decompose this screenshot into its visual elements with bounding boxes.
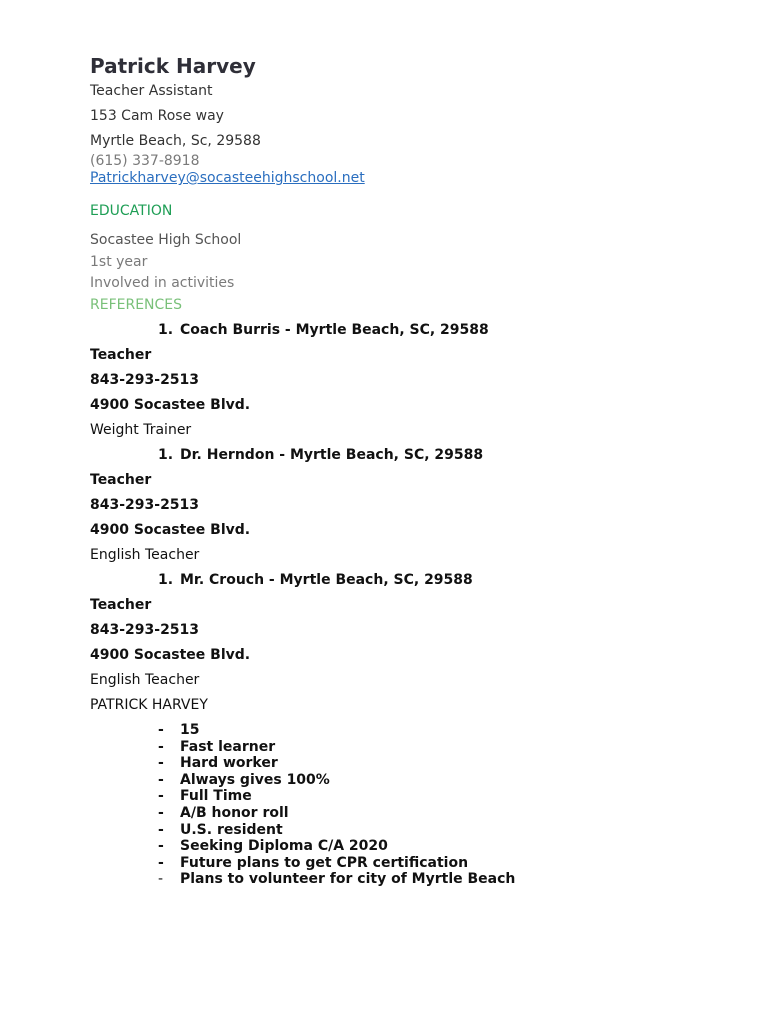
reference-2-address: 4900 Socastee Blvd. bbox=[90, 522, 251, 538]
list-number: 1. bbox=[158, 572, 174, 588]
reference-3-role: Teacher bbox=[90, 597, 152, 613]
bullet-mark: - bbox=[158, 871, 164, 888]
phone-number: (615) 337-8918 bbox=[90, 153, 200, 169]
school-note: Involved in activities bbox=[90, 275, 235, 291]
bullet-mark: - bbox=[158, 838, 164, 855]
bullet-mark: - bbox=[158, 821, 164, 838]
school-year: 1st year bbox=[90, 254, 148, 270]
reference-1-subject: Weight Trainer bbox=[90, 422, 192, 438]
candidate-name: Patrick Harvey bbox=[90, 54, 256, 78]
email-link[interactable]: Patrickharvey@socasteehighschool.net bbox=[90, 170, 365, 186]
list-item: - Plans to volunteer for city of Myrtle Beach bbox=[158, 871, 516, 888]
reference-2-phone: 843-293-2513 bbox=[90, 497, 200, 513]
bullet-mark: - bbox=[158, 854, 164, 871]
bullet-mark: - bbox=[158, 755, 164, 772]
list-number: 1. bbox=[158, 322, 174, 338]
reference-3-name: Mr. Crouch - Myrtle Beach, SC, 29588 bbox=[180, 572, 473, 588]
reference-2-role: Teacher bbox=[90, 472, 152, 488]
reference-2-subject: English Teacher bbox=[90, 547, 200, 563]
reference-3-subject: English Teacher bbox=[90, 672, 200, 688]
list-item: - Hard worker bbox=[158, 755, 278, 772]
reference-1-role: Teacher bbox=[90, 347, 152, 363]
reference-1-header bbox=[158, 322, 489, 339]
list-item: - Seeking Diploma C/A 2020 bbox=[158, 838, 388, 855]
job-title: Teacher Assistant bbox=[90, 83, 213, 99]
reference-3-header bbox=[158, 572, 473, 589]
list-item: - U.S. resident bbox=[158, 821, 283, 838]
list-item: - 15 bbox=[158, 722, 200, 738]
bullet-mark: - bbox=[158, 788, 164, 805]
references-heading: REFERENCES bbox=[90, 297, 183, 313]
education-heading: EDUCATION bbox=[90, 203, 173, 219]
reference-3-phone: 843-293-2513 bbox=[90, 622, 200, 638]
list-item: - Fast learner bbox=[158, 738, 276, 755]
list-item: - Future plans to get CPR certification bbox=[158, 854, 469, 871]
reference-1-phone: 843-293-2513 bbox=[90, 372, 200, 388]
reference-3-address: 4900 Socastee Blvd. bbox=[90, 647, 251, 663]
school-name: Socastee High School bbox=[90, 232, 242, 248]
bullet-mark: - bbox=[158, 722, 164, 738]
list-item: - A/B honor roll bbox=[158, 804, 289, 821]
reference-2-name: Dr. Herndon - Myrtle Beach, SC, 29588 bbox=[180, 447, 484, 463]
bullet-mark: - bbox=[158, 738, 164, 755]
list-item: - Always gives 100% bbox=[158, 771, 330, 788]
reference-1-name: Coach Burris - Myrtle Beach, SC, 29588 bbox=[180, 322, 489, 338]
list-number: 1. bbox=[158, 447, 174, 463]
address-line-1: 153 Cam Rose way bbox=[90, 108, 224, 124]
address-line-2: Myrtle Beach, Sc, 29588 bbox=[90, 133, 261, 149]
reference-1-address: 4900 Socastee Blvd. bbox=[90, 397, 251, 413]
list-item: - Full Time bbox=[158, 788, 252, 805]
reference-2-header bbox=[158, 447, 483, 464]
bullet-mark: - bbox=[158, 804, 164, 821]
profile-heading: PATRICK HARVEY bbox=[90, 697, 208, 713]
profile-list bbox=[158, 722, 515, 888]
bullet-mark: - bbox=[158, 771, 164, 788]
